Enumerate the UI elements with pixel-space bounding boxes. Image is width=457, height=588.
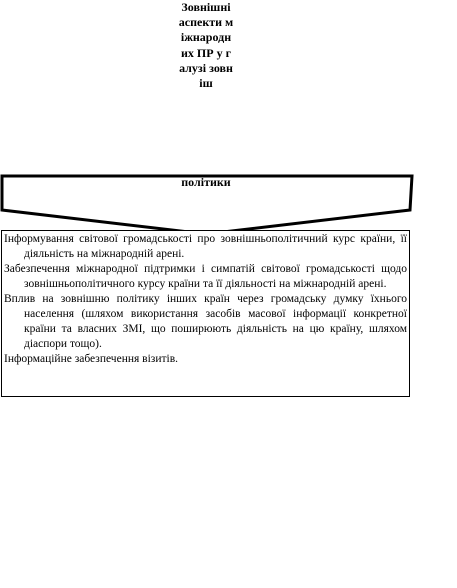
- heading-top: Зовнішні аспекти міжнародних ПР у галузі зовніш: [178, 0, 234, 91]
- list-item: Забезпечення міжнародної підтримки і симпатій світової громадськості щодо зовнішньополітичного курсу країни та її діяльності на міжнародній арені.: [4, 263, 407, 290]
- list-item: Інформування світової громадськості про зовнішньополітичний курс країни, її діяльність на міжнародній арені.: [4, 233, 407, 260]
- heading-bottom: політики: [181, 175, 231, 189]
- list-item: Вплив на зовнішню політику інших країн через громадську думку їхнього населення (шляхом використання засобів масової інформації конкретної країни та власних ЗМІ, що поширюють діяльність на цю країну, шляхом діаспори тощо).: [4, 293, 407, 350]
- content-box: [1, 230, 410, 397]
- list-item: Інформаційне забезпечення візитів.: [4, 353, 179, 365]
